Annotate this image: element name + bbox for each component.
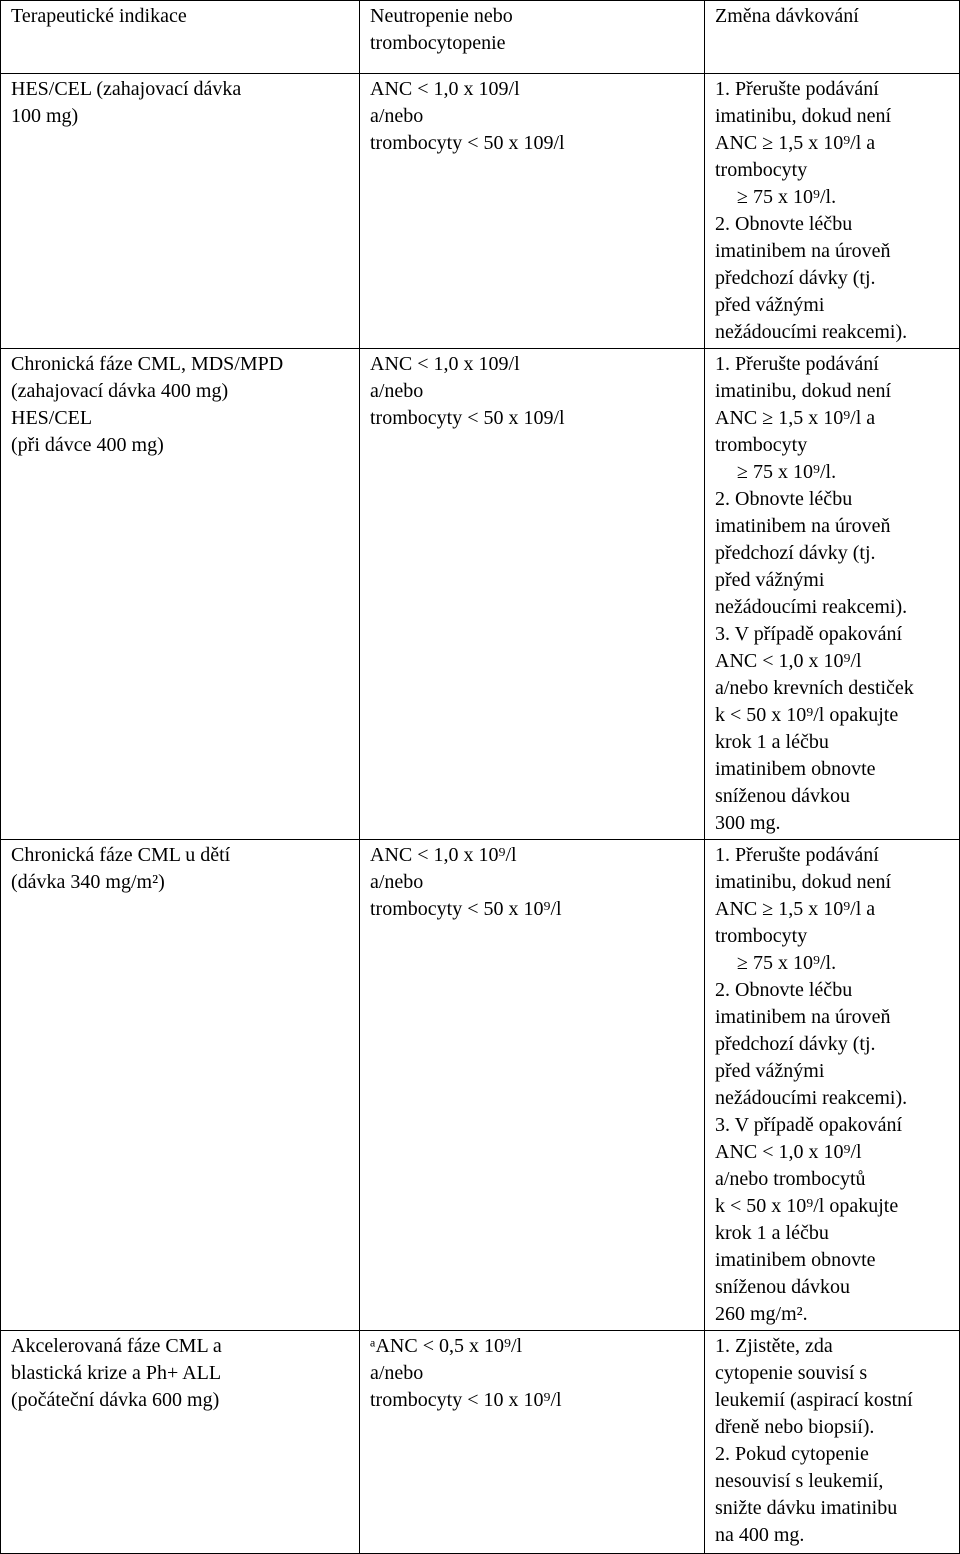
dose-change-line: a/nebo trombocytů [715, 1168, 866, 1190]
threshold-line: ᵃANC < 0,5 x 10⁹/l [370, 1335, 523, 1357]
dose-change-line: nežádoucími reakcemi). [715, 321, 908, 343]
header-indication [1, 1, 360, 74]
dose-change-line: k < 50 x 10⁹/l opakujte [715, 1195, 899, 1217]
threshold-cell [360, 349, 705, 840]
dose-change-line: na 400 mg. [715, 1524, 805, 1546]
dose-change-line: před vážnými [715, 294, 825, 316]
dose-change-line: ANC < 1,0 x 10⁹/l [715, 650, 862, 672]
threshold-line: trombocyty < 50 x 109/l [370, 407, 565, 429]
threshold-line: a/nebo [370, 1362, 424, 1384]
dose-change-line: snižte dávku imatinibu [715, 1497, 898, 1519]
dose-change-line: 2. Pokud cytopenie [715, 1443, 869, 1465]
dose-change-line: imatinibem na úroveň [715, 240, 891, 262]
dose-change-line: předchozí dávky (tj. [715, 267, 876, 289]
header-dose-change-text: Změna dávkování [715, 5, 859, 27]
table-header-row [1, 1, 960, 74]
indication-line: (zahajovací dávka 400 mg) [11, 380, 229, 402]
threshold-line: trombocyty < 10 x 10⁹/l [370, 1389, 562, 1411]
indication-cell [1, 349, 360, 840]
dose-change-line: dřeně nebo biopsií). [715, 1416, 875, 1438]
dose-change-line: ≥ 75 x 10⁹/l. [737, 461, 837, 483]
threshold-line: a/nebo [370, 380, 424, 402]
dose-change-line: krok 1 a léčbu [715, 1222, 829, 1244]
dose-change-line: ≥ 75 x 10⁹/l. [737, 952, 837, 974]
threshold-line: ANC < 1,0 x 10⁹/l [370, 844, 517, 866]
dose-change-line: ≥ 75 x 10⁹/l. [737, 186, 837, 208]
threshold-cell [360, 74, 705, 349]
dose-change-cell [705, 349, 960, 840]
threshold-cell [360, 840, 705, 1331]
header-neutropenia-line: trombocytopenie [370, 32, 506, 54]
threshold-line: trombocyty < 50 x 109/l [370, 132, 565, 154]
dose-change-line: nesouvisí s leukemií, [715, 1470, 884, 1492]
dose-change-line: ANC ≥ 1,5 x 10⁹/l a [715, 132, 876, 154]
dose-change-line: ANC ≥ 1,5 x 10⁹/l a [715, 898, 876, 920]
threshold-line: ANC < 1,0 x 109/l [370, 78, 520, 100]
dose-change-line: leukemií (aspirací kostní [715, 1389, 913, 1411]
dose-change-line: sníženou dávkou [715, 1276, 850, 1298]
dose-change-line: k < 50 x 10⁹/l opakujte [715, 704, 899, 726]
threshold-line: a/nebo [370, 105, 424, 127]
dose-change-line: 2. Obnovte léčbu [715, 979, 853, 1001]
threshold-cell [360, 1331, 705, 1554]
table-row [1, 1331, 960, 1554]
indication-cell [1, 74, 360, 349]
dose-change-line: imatinibem obnovte [715, 1249, 876, 1271]
dose-change-cell [705, 74, 960, 349]
dose-change-line: 1. Přerušte podávání [715, 844, 879, 866]
dose-change-line: nežádoucími reakcemi). [715, 1087, 908, 1109]
indication-line: HES/CEL [11, 407, 93, 429]
dose-change-line: před vážnými [715, 569, 825, 591]
table-row [1, 349, 960, 840]
indication-line: Chronická fáze CML, MDS/MPD [11, 353, 284, 375]
indication-line: (při dávce 400 mg) [11, 434, 164, 456]
indication-line: 100 mg) [11, 105, 79, 127]
indication-line: (počáteční dávka 600 mg) [11, 1389, 220, 1411]
dose-change-line: imatinibu, dokud není [715, 871, 892, 893]
threshold-line: a/nebo [370, 871, 424, 893]
dose-change-line: trombocyty [715, 925, 808, 947]
dose-change-line: cytopenie souvisí s [715, 1362, 868, 1384]
indication-line: blastická krize a Ph+ ALL [11, 1362, 222, 1384]
indication-cell [1, 840, 360, 1331]
dose-change-line: 3. V případě opakování [715, 623, 903, 645]
dose-change-line: sníženou dávkou [715, 785, 850, 807]
dose-change-line: 1. Zjistěte, zda [715, 1335, 833, 1357]
table-row [1, 74, 960, 349]
dose-change-line: trombocyty [715, 434, 808, 456]
dose-change-line: před vážnými [715, 1060, 825, 1082]
dose-change-line: nežádoucími reakcemi). [715, 596, 908, 618]
dose-change-line: 260 mg/m². [715, 1303, 808, 1325]
header-dose-change [705, 1, 960, 74]
table-row [1, 840, 960, 1331]
dose-change-line: imatinibem na úroveň [715, 515, 891, 537]
indication-cell [1, 1331, 360, 1554]
dose-change-line: 1. Přerušte podávání [715, 353, 879, 375]
dose-change-line: imatinibu, dokud není [715, 380, 892, 402]
dose-change-line: 2. Obnovte léčbu [715, 213, 853, 235]
dose-change-line: imatinibem na úroveň [715, 1006, 891, 1028]
indication-line: Chronická fáze CML u dětí [11, 844, 231, 866]
dose-change-line: 3. V případě opakování [715, 1114, 903, 1136]
header-neutropenia [360, 1, 705, 74]
dose-change-line: předchozí dávky (tj. [715, 1033, 876, 1055]
dose-change-line: imatinibem obnovte [715, 758, 876, 780]
dose-change-line: ANC ≥ 1,5 x 10⁹/l a [715, 407, 876, 429]
dose-change-line: předchozí dávky (tj. [715, 542, 876, 564]
dose-change-line: 2. Obnovte léčbu [715, 488, 853, 510]
header-indication-text: Terapeutické indikace [11, 5, 187, 27]
header-neutropenia-line: Neutropenie nebo [370, 5, 513, 27]
dose-change-line: krok 1 a léčbu [715, 731, 829, 753]
dose-change-line: trombocyty [715, 159, 808, 181]
dose-change-line: imatinibu, dokud není [715, 105, 892, 127]
threshold-line: trombocyty < 50 x 10⁹/l [370, 898, 562, 920]
indication-line: HES/CEL (zahajovací dávka [11, 78, 242, 100]
indication-line: (dávka 340 mg/m²) [11, 871, 165, 893]
dose-change-line: ANC < 1,0 x 10⁹/l [715, 1141, 862, 1163]
indication-line: Akcelerovaná fáze CML a [11, 1335, 222, 1357]
threshold-line: ANC < 1,0 x 109/l [370, 353, 520, 375]
dose-change-cell [705, 840, 960, 1331]
dose-change-cell [705, 1331, 960, 1554]
dose-change-line: 300 mg. [715, 812, 781, 834]
dose-change-line: a/nebo krevních destiček [715, 677, 914, 699]
dose-change-line: 1. Přerušte podávání [715, 78, 879, 100]
